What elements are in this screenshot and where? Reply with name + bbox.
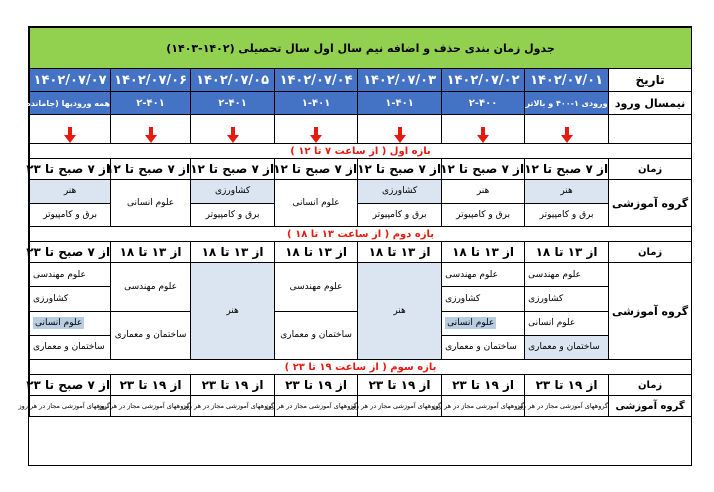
date-cell: ۱۴۰۲/۰۷/۰۷ <box>30 69 111 92</box>
group-row <box>30 180 692 227</box>
arrow-cell <box>30 115 111 144</box>
subject-item: علوم مهندسی <box>275 263 357 312</box>
time-row <box>30 242 692 263</box>
subject-item: برق و کامپیوتر <box>372 209 427 220</box>
date-row <box>30 69 692 92</box>
subject-item: کشاورزی <box>442 287 524 311</box>
subject-item: برق و کامپیوتر <box>456 209 511 220</box>
schedule-table <box>18 27 692 417</box>
section-row <box>30 144 692 159</box>
time-cell: از ۷ صبح تا ۲۳ <box>30 375 111 396</box>
entry-cell: همه ورودیها (جامانده) <box>30 92 111 115</box>
time-cell: از ۱۹ تا ۲۳ <box>275 375 358 396</box>
entry-cell: ۲-۴۰۱ <box>111 92 191 115</box>
time-label: زمان <box>609 375 692 396</box>
time-cell: از ۱۹ تا ۲۳ <box>111 375 191 396</box>
group-cell: هنر <box>191 263 275 360</box>
group-cell <box>442 263 525 360</box>
group-row <box>30 263 692 360</box>
group-label: گروه آموزشی <box>609 396 692 417</box>
subject-item: ساختمان و معماری <box>445 342 517 353</box>
subject-item: هنر <box>525 180 608 204</box>
group-cell: گروههای آموزشی مجاز در هر روز <box>358 396 442 417</box>
time-cell: از ۱۳ تا ۱۸ <box>442 242 525 263</box>
time-cell: از ۱۳ تا ۱۸ <box>525 242 609 263</box>
time-cell: از ۷ صبح تا ۱۲ <box>191 159 275 180</box>
subject-item: هنر <box>30 180 110 204</box>
subject-item: علوم مهندسی <box>442 263 524 287</box>
section-title: بازه اول ( از ساعت ۷ تا ۱۲ ) <box>30 144 692 159</box>
subject-item: علوم مهندسی <box>111 263 190 312</box>
arrow-cell <box>111 115 191 144</box>
time-row <box>30 375 692 396</box>
time-cell: از ۱۳ تا ۱۸ <box>191 242 275 263</box>
subject-item: برق و کامپیوتر <box>539 209 594 220</box>
group-cell: علوم انسانی <box>275 180 358 227</box>
time-cell: از ۷ صبح تا ۱۲ <box>358 159 442 180</box>
date-cell: ۱۴۰۲/۰۷/۰۱ <box>525 69 609 92</box>
subject-item: کشاورزی <box>30 287 110 311</box>
entry-cell: ورودی ۱-۴۰۰ و بالاتر <box>525 92 609 115</box>
time-cell: از ۷ صبح تا ۲۳ <box>30 159 111 180</box>
subject-item: علوم مهندسی <box>525 263 608 287</box>
group-label: گروه آموزشی <box>609 263 692 360</box>
group-cell: علوم انسانی <box>111 180 191 227</box>
group-cell <box>525 180 609 227</box>
table-title: جدول زمان بندی حذف و اضافه نیم سال اول سال تحصیلی (۱۴۰۲-۱۴۰۳) <box>30 28 692 69</box>
time-cell: از ۱۹ تا ۲۳ <box>191 375 275 396</box>
arrow-row <box>30 115 692 144</box>
time-cell: از ۱۹ تا ۲۳ <box>442 375 525 396</box>
group-cell: گروههای آموزشی مجاز در هر روز <box>111 396 191 417</box>
time-cell: از ۱۳ تا ۱۸ <box>358 242 442 263</box>
time-cell: از ۱۳ تا ۱۸ <box>111 242 191 263</box>
group-cell <box>442 180 525 227</box>
entry-cell: ۱-۴۰۱ <box>275 92 358 115</box>
subject-item <box>30 312 110 336</box>
subject-item: ساختمان و معماری <box>114 330 187 341</box>
date-cell: ۱۴۰۲/۰۷/۰۳ <box>358 69 442 92</box>
subject-item <box>525 312 608 336</box>
entry-cell: ۲-۴۰۱ <box>191 92 275 115</box>
group-cell: گروههای آموزشی مجاز در هر روز <box>442 396 525 417</box>
group-cell <box>275 263 358 360</box>
group-row <box>30 396 692 417</box>
time-cell: از ۱۳ تا ۱۸ <box>275 242 358 263</box>
date-label: تاریخ <box>609 69 692 92</box>
group-cell <box>111 263 191 360</box>
subject-item: کشاورزی <box>191 180 274 204</box>
subject-item: کشاورزی <box>525 287 608 311</box>
time-label: زمان <box>609 242 692 263</box>
subject-text: علوم انسانی <box>35 318 83 329</box>
subject-text: علوم انسانی <box>528 318 576 329</box>
schedule-frame <box>18 26 692 466</box>
time-cell: از ۱۹ تا ۲۳ <box>358 375 442 396</box>
group-cell: هنر <box>358 263 442 360</box>
section-row <box>30 227 692 242</box>
subject-item <box>442 312 524 336</box>
arrow-label-cell <box>609 115 692 144</box>
title-row <box>30 28 692 69</box>
entry-cell: ۲-۴۰۰ <box>442 92 525 115</box>
subject-item: برق و کامپیوتر <box>43 209 97 220</box>
date-cell: ۱۴۰۲/۰۷/۰۵ <box>191 69 275 92</box>
subject-item: ساختمان و معماری <box>280 330 352 341</box>
time-row <box>30 159 692 180</box>
arrow-cell <box>442 115 525 144</box>
arrow-cell <box>191 115 275 144</box>
entry-row <box>30 92 692 115</box>
time-cell: از ۷ صبح تا ۱۲ <box>111 159 191 180</box>
date-cell: ۱۴۰۲/۰۷/۰۲ <box>442 69 525 92</box>
group-cell <box>30 263 111 360</box>
subject-item: ساختمان و معماری <box>33 342 105 353</box>
time-cell: از ۷ صبح تا ۲۳ <box>30 242 111 263</box>
group-label: گروه آموزشی <box>609 180 692 227</box>
subject-item: کشاورزی <box>358 180 441 204</box>
group-cell <box>191 180 275 227</box>
date-cell: ۱۴۰۲/۰۷/۰۴ <box>275 69 358 92</box>
section-title: بازه دوم ( از ساعت ۱۳ تا ۱۸ ) <box>30 227 692 242</box>
time-cell: از ۷ صبح تا ۱۲ <box>525 159 609 180</box>
section-title: بازه سوم ( از ساعت ۱۹ تا ۲۳ ) <box>30 360 692 375</box>
arrow-cell <box>358 115 442 144</box>
group-cell: گروههای آموزشی مجاز در هر روز <box>30 396 111 417</box>
time-cell: از ۷ صبح تا ۱۲ <box>442 159 525 180</box>
arrow-cell <box>525 115 609 144</box>
arrow-cell <box>275 115 358 144</box>
section-row <box>30 360 692 375</box>
entry-label: نیمسال ورود <box>609 92 692 115</box>
subject-item: هنر <box>442 180 524 204</box>
subject-item: برق و کامپیوتر <box>205 209 260 220</box>
group-cell: گروههای آموزشی مجاز در هر روز <box>275 396 358 417</box>
group-cell <box>30 180 111 227</box>
entry-cell: ۱-۴۰۱ <box>358 92 442 115</box>
group-cell: گروههای آموزشی مجاز در هر روز <box>525 396 609 417</box>
time-cell: از ۷ صبح تا ۱۲ <box>275 159 358 180</box>
time-label: زمان <box>609 159 692 180</box>
group-cell <box>358 180 442 227</box>
subject-item: ساختمان و معماری <box>525 336 608 359</box>
group-cell <box>525 263 609 360</box>
subject-item: علوم مهندسی <box>30 263 110 287</box>
date-cell: ۱۴۰۲/۰۷/۰۶ <box>111 69 191 92</box>
group-cell: گروههای آموزشی مجاز در هر روز <box>191 396 275 417</box>
time-cell: از ۱۹ تا ۲۳ <box>525 375 609 396</box>
subject-text: علوم انسانی <box>447 318 495 329</box>
